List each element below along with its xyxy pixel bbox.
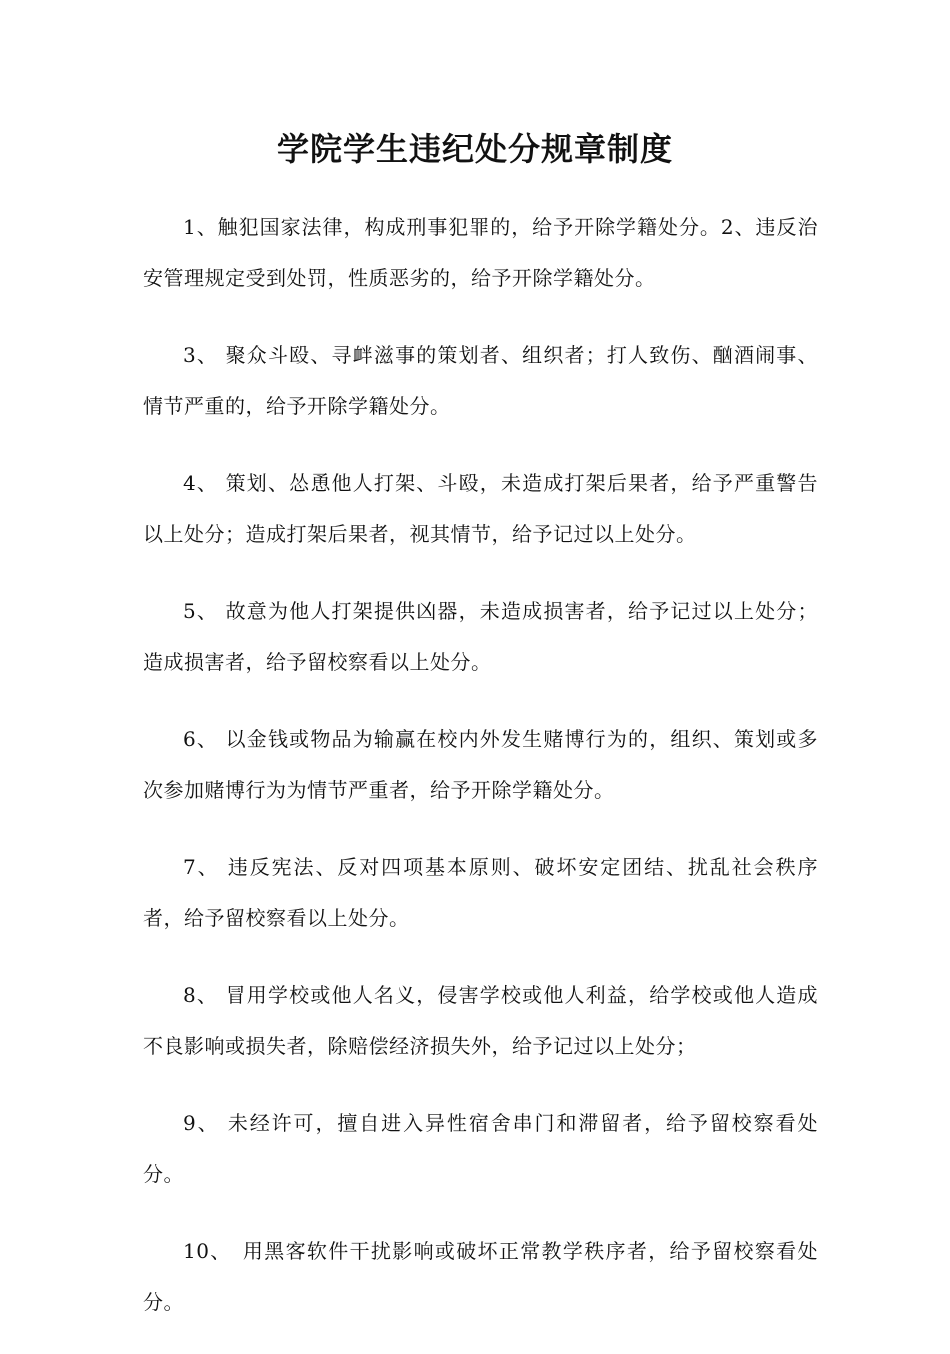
document-title: 学院学生违纪处分规章制度	[276, 130, 673, 169]
paragraph-10: 10、 用黑客软件干扰影响或破坏正常教学秩序者，给予留校察看处分。	[143, 1239, 818, 1314]
paragraph-5: 5、 故意为他人打架提供凶器，未造成损害者，给予记过以上处分；造成损害者，给予留校察看以上处分。	[143, 599, 818, 674]
paragraph-8: 8、 冒用学校或他人名义，侵害学校或他人利益，给学校或他人造成不良影响或损失者，除赔偿经济损失外，给予记过以上处分；	[143, 983, 818, 1058]
paragraph-3: 3、 聚众斗殴、寻衅滋事的策划者、组织者；打人致伤、酗酒闹事、情节严重的，给予开除学籍处分。	[143, 343, 818, 418]
paragraph-4: 4、 策划、怂恿他人打架、斗殴，未造成打架后果者，给予严重警告以上处分；造成打架后果者，视其情节，给予记过以上处分。	[143, 471, 818, 546]
paragraph-1: 1、触犯国家法律，构成刑事犯罪的，给予开除学籍处分。2、违反治安管理规定受到处罚，性质恶劣的，给予开除学籍处分。	[143, 215, 818, 290]
paragraph-6: 6、 以金钱或物品为输赢在校内外发生赌博行为的，组织、策划或多次参加赌博行为为情节严重者，给予开除学籍处分。	[143, 727, 818, 802]
paragraph-7: 7、 违反宪法、反对四项基本原则、破坏安定团结、扰乱社会秩序者，给予留校察看以上处分。	[143, 855, 818, 930]
document-body	[143, 202, 818, 1354]
paragraph-9: 9、 未经许可，擅自进入异性宿舍串门和滞留者，给予留校察看处分。	[143, 1111, 818, 1186]
